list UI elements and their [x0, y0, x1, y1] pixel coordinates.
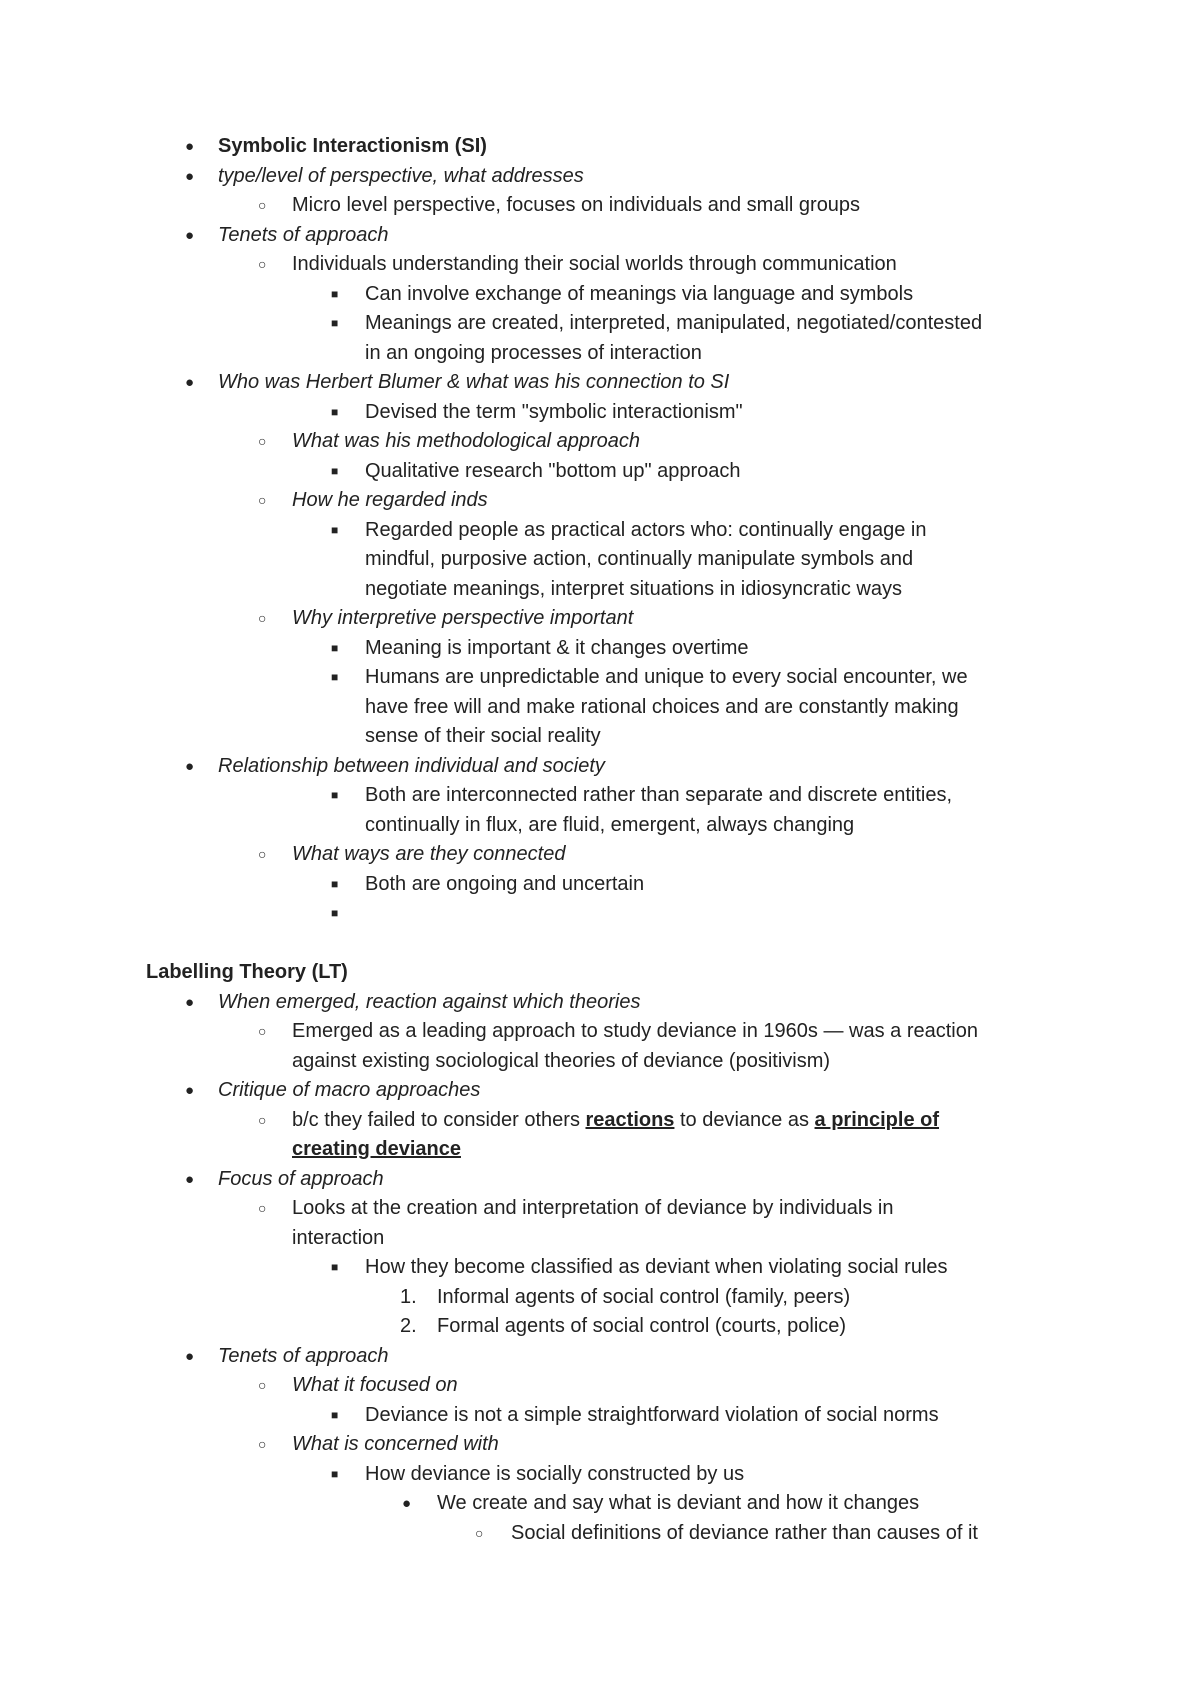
list-item [0, 309, 1200, 338]
bullet-marker: ● [185, 138, 195, 155]
bullet-marker: ● [185, 993, 195, 1011]
text-segment: Tenets of approach [218, 1344, 389, 1367]
text-segment: negotiate meanings, interpret situations in idiosyncratic ways [365, 577, 902, 600]
list-item [0, 221, 1200, 250]
list-item-text [437, 1489, 919, 1518]
list-item [0, 870, 1200, 899]
text-segment: b/c they failed to consider others [292, 1108, 586, 1131]
list-item-text [365, 693, 959, 722]
list-item-text [218, 221, 389, 250]
list-item [0, 368, 1200, 397]
text-segment: Relationship between individual and society [218, 754, 605, 777]
list-item [0, 1342, 1200, 1371]
bullet-marker: ○ [258, 492, 267, 508]
list-item [0, 1165, 1200, 1194]
bullet-marker: ○ [258, 197, 267, 213]
list-item [0, 1253, 1200, 1282]
list-item [0, 575, 1200, 604]
text-segment: When emerged, reaction against which theories [218, 990, 641, 1013]
bullet-marker: ○ [258, 256, 267, 272]
list-item-text [218, 1342, 389, 1371]
text-segment: creating deviance [292, 1138, 461, 1160]
text-segment: Focus of approach [218, 1167, 384, 1190]
list-item [0, 398, 1200, 427]
text-segment: How he regarded inds [292, 489, 488, 511]
bullet-marker: ○ [258, 1200, 267, 1216]
text-segment: Emerged as a leading approach to study deviance in 1960s — was a reaction [292, 1020, 978, 1042]
bullet-marker: ○ [258, 1436, 267, 1452]
text-segment: Who was Herbert Blumer & what was his connection to SI [218, 371, 730, 393]
list-item-text [292, 1135, 461, 1164]
bullet-marker: ● [402, 1495, 412, 1512]
text-segment: Social definitions of deviance rather than causes of it [511, 1521, 978, 1544]
list-item [0, 840, 1200, 869]
text-segment: continually in flux, are fluid, emergent, always changing [365, 813, 855, 836]
bullet-marker: 2. [400, 1315, 417, 1337]
list-item-text [292, 1194, 894, 1223]
list-item-text [365, 870, 644, 899]
list-item-text [292, 604, 633, 633]
bullet-marker: ● [185, 757, 195, 775]
text-segment: Formal agents of social control (courts, police) [437, 1315, 847, 1337]
text-segment: Micro level perspective, focuses on individuals and small groups [292, 194, 861, 216]
list-item-text [511, 1519, 978, 1548]
text-segment: Labelling Theory (LT) [146, 961, 348, 983]
text-segment: a principle of [814, 1108, 939, 1131]
text-segment: Individuals understanding their social worlds through communication [292, 253, 897, 275]
bullet-marker: ● [185, 1082, 195, 1099]
text-segment: type/level of perspective, what addresses [218, 164, 584, 187]
bullet-marker: ■ [331, 1466, 339, 1481]
bullet-marker: ○ [258, 433, 267, 449]
list-item [0, 1194, 1200, 1223]
text-segment: Qualitative research "bottom up" approach [365, 459, 741, 482]
bullet-marker: ○ [258, 846, 267, 862]
list-item-text [365, 722, 601, 751]
text-segment: Looks at the creation and interpretation of deviance by individuals in [292, 1197, 894, 1219]
list-item-text [292, 250, 897, 279]
text-segment: What is concerned with [292, 1433, 499, 1455]
list-item [0, 1489, 1200, 1518]
list-item [0, 1224, 1200, 1253]
text-segment: sense of their social reality [365, 725, 601, 747]
text-segment: What was his methodological approach [292, 430, 640, 452]
list-item-text [218, 988, 640, 1017]
list-item-text [218, 368, 729, 397]
list-item [0, 427, 1200, 456]
bullet-marker: ● [185, 167, 195, 185]
list-item [0, 604, 1200, 633]
list-item [0, 663, 1200, 692]
list-item-text [218, 1165, 384, 1194]
section-heading-line [0, 929, 1200, 958]
bullet-marker: ● [185, 226, 195, 244]
bullet-marker: ■ [331, 404, 339, 419]
text-segment: Deviance is not a simple straightforward violation of social norms [365, 1403, 939, 1426]
text-segment: Critique of macro approaches [218, 1079, 481, 1101]
list-item [0, 339, 1200, 368]
text-segment: What it focused on [292, 1374, 458, 1396]
list-item-text [292, 486, 488, 515]
list-item-text [292, 427, 640, 456]
list-item-text [292, 191, 860, 220]
list-item-text [365, 309, 982, 338]
text-segment: Meanings are created, interpreted, manipulated, negotiated/contested [365, 312, 983, 334]
list-item [0, 1106, 1200, 1135]
text-segment: Meaning is important & it changes overtime [365, 636, 749, 659]
list-item [0, 1135, 1200, 1164]
text-segment: Both are interconnected rather than separate and discrete entities, [365, 784, 953, 806]
list-item [0, 1076, 1200, 1105]
list-item [0, 516, 1200, 545]
bullet-marker: ■ [331, 316, 339, 330]
list-item-text [365, 663, 968, 692]
text-segment: We create and say what is deviant and how it changes [437, 1492, 920, 1514]
list-item [0, 162, 1200, 191]
list-item [0, 250, 1200, 279]
bullet-marker: ○ [475, 1524, 484, 1541]
text-segment: How deviance is socially constructed by us [365, 1462, 745, 1485]
text-segment: interaction [292, 1226, 385, 1249]
list-item-text [365, 1401, 939, 1430]
bullet-marker: ■ [331, 788, 339, 802]
bullet-marker: ● [185, 374, 195, 391]
bullet-marker: ■ [331, 522, 339, 537]
list-item [0, 988, 1200, 1017]
bullet-marker: ■ [331, 876, 339, 891]
list-item-text [365, 811, 854, 840]
list-item-text [365, 398, 743, 427]
text-segment: Why interpretive perspective important [292, 607, 634, 629]
list-item [0, 811, 1200, 840]
text-segment: in an ongoing processes of interaction [365, 341, 702, 364]
list-item-text [365, 339, 702, 368]
list-item-text [292, 1047, 830, 1076]
list-item-text [365, 634, 749, 663]
list-item [0, 781, 1200, 810]
list-item [0, 545, 1200, 574]
list-item-text [292, 1017, 978, 1046]
bullet-marker: ■ [331, 463, 339, 478]
text-segment: to deviance as [674, 1108, 815, 1131]
list-item-text [365, 545, 913, 574]
section-heading-line [0, 958, 1200, 987]
list-item [0, 1401, 1200, 1430]
text-segment: Regarded people as practical actors who: continually engage in [365, 518, 927, 541]
list-item [0, 191, 1200, 220]
list-item [0, 693, 1200, 722]
list-item-text [437, 1283, 850, 1312]
list-item-text [365, 781, 952, 810]
text-segment: Humans are unpredictable and unique to every social encounter, we [365, 666, 968, 688]
bullet-marker: ○ [258, 610, 267, 626]
list-item-text [365, 457, 741, 486]
list-item [0, 1017, 1200, 1046]
list-item [0, 457, 1200, 486]
bullet-marker: ○ [258, 1111, 267, 1128]
bullet-marker: ■ [331, 1407, 339, 1422]
text-segment: Both are ongoing and uncertain [365, 872, 645, 895]
list-item [0, 1283, 1200, 1312]
text-segment: Devised the term "symbolic interactionism" [365, 400, 743, 423]
list-item-text [365, 1253, 948, 1282]
text-segment: Informal agents of social control (family, peers) [437, 1285, 851, 1308]
text-segment: Can involve exchange of meanings via language and symbols [365, 282, 914, 305]
bullet-marker: ● [185, 1170, 195, 1188]
bullet-marker: ○ [258, 1023, 267, 1039]
list-item [0, 1430, 1200, 1459]
list-item [0, 1371, 1200, 1400]
text-segment: What ways are they connected [292, 843, 566, 865]
text-segment: mindful, purposive action, continually manipulate symbols and [365, 548, 914, 570]
list-item [0, 132, 1200, 161]
list-item [0, 752, 1200, 781]
list-item-text [365, 516, 926, 545]
list-item-text [218, 162, 584, 191]
bullet-marker: ■ [331, 640, 339, 655]
list-item [0, 722, 1200, 751]
text-segment: Tenets of approach [218, 223, 389, 246]
bullet-marker: ● [185, 1347, 195, 1365]
list-item-text [292, 1106, 939, 1135]
list-item-text [365, 280, 913, 309]
bullet-marker: ○ [258, 1377, 267, 1393]
list-item [0, 1460, 1200, 1489]
list-item [0, 1519, 1200, 1548]
list-item-text [218, 1076, 480, 1105]
list-item [0, 634, 1200, 663]
list-item [0, 280, 1200, 309]
list-item [0, 486, 1200, 515]
list-item-text [292, 1371, 458, 1400]
list-item-text [292, 1430, 499, 1459]
list-item-text [146, 958, 348, 987]
bullet-marker: ■ [331, 1260, 339, 1274]
bullet-marker: 1. [400, 1285, 417, 1308]
text-segment: reactions [585, 1108, 675, 1131]
text-segment: Symbolic Interactionism (SI) [218, 135, 487, 157]
list-item [0, 1047, 1200, 1076]
text-segment: against existing sociological theories of deviance (positivism) [292, 1049, 831, 1072]
list-item [0, 899, 1200, 928]
list-item-text [365, 1460, 744, 1489]
list-item-text [218, 132, 487, 161]
bullet-marker: ■ [331, 670, 339, 684]
list-item-text [437, 1312, 846, 1341]
text-segment: How they become classified as deviant when violating social rules [365, 1256, 948, 1278]
list-item-text [292, 1224, 384, 1253]
list-item-text [218, 752, 605, 781]
text-segment: have free will and make rational choices and are constantly making [365, 695, 959, 718]
list-item [0, 1312, 1200, 1341]
list-item-text [365, 575, 902, 604]
bullet-marker: ■ [331, 286, 339, 301]
bullet-marker: ■ [331, 906, 339, 920]
list-item-text [292, 840, 565, 869]
